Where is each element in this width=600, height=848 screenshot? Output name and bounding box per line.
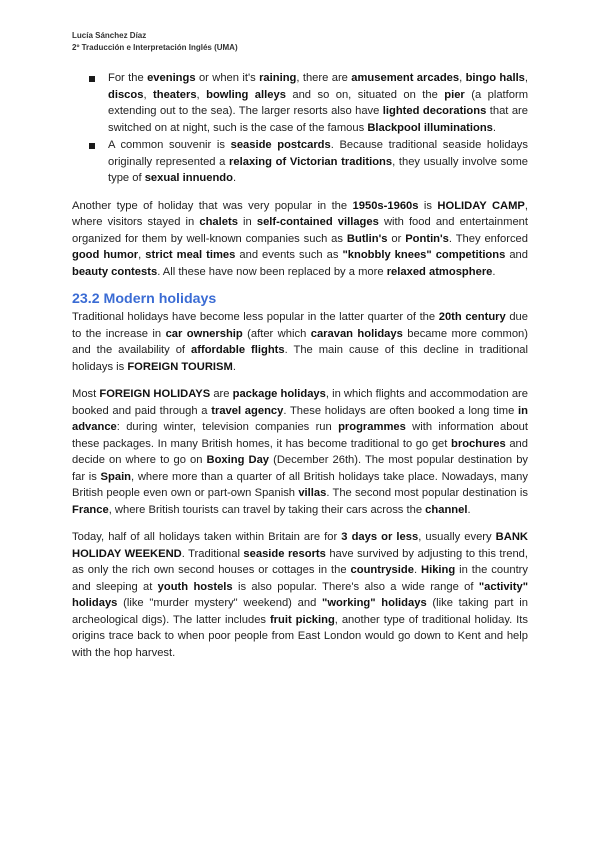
text-run: For the [108,72,148,84]
bold-term: travel agency [211,404,284,417]
bold-term: youth hostels [157,580,233,593]
bold-term: "knobbly knees" competitions [342,249,506,261]
bold-term: brochures [451,437,506,450]
bold-term: evenings [147,72,196,84]
text-run: . All these have now been replaced by a more [157,265,387,278]
text-run: . [492,265,496,278]
bold-term: channel [425,503,468,516]
text-run: in [237,216,257,228]
square-bullet-icon [89,143,95,149]
bold-term: seaside postcards [230,139,331,151]
text-run: and events such as [235,249,343,261]
square-bullet-icon [89,76,95,82]
text-run: , where more than a quarter of all British holidays take place. Nowadays, many British people even own or part-own Spanish [72,470,528,499]
bold-term: "working" holidays [322,597,427,609]
bold-term: France [72,503,109,516]
text-run: (after which [242,327,311,340]
bold-term: countryside [350,564,414,576]
text-run: . They enforced [448,232,529,245]
text-run: became more common) and the availability of [72,327,528,356]
text-run: , [138,249,146,261]
bullet-souvenir [72,137,528,187]
bold-term: Spain [100,470,132,483]
bold-term: bowling alleys [206,88,286,101]
bold-term: amusement arcades [351,72,460,84]
text-run: : during winter, television companies run [116,421,339,433]
text-run: that are switched on at night, such is the case of the famous [108,105,529,134]
text-run: are [210,388,233,400]
text-run: Most [72,388,100,400]
document-body [72,70,528,661]
bold-term: relaxed atmosphere [386,265,493,278]
text-run: with food and entertainment organized for them by well-known companies such as [72,216,528,245]
text-run: (like "murder mystery" weekend) and [117,597,323,609]
text-run: A common souvenir is [108,139,231,151]
section-heading: 23.2 Modern holidays [72,291,217,307]
text-run: have survived by adjusting to this trend, as only the rich own second houses or cottages in the [72,547,528,576]
text-run: and [505,249,528,261]
bullet-evenings [72,70,528,136]
text-run: Today, half of all holidays taken within Britain are for [72,531,342,543]
text-run: . These holidays are often booked a long time [283,404,519,417]
text-run: . [413,564,422,576]
bold-term: 20th century [438,311,506,323]
text-run: . Because traditional seaside holidays originally represented a [108,139,528,168]
text-run: and so on, situated on the [285,88,445,101]
text-run: or [387,232,406,245]
text-run: Traditional holidays have become less popular in the latter quarter of the [72,311,439,323]
bold-term: programmes [338,421,406,433]
text-run: , in which flights and accommodation are booked and paid through a [72,388,528,417]
text-run: . [232,172,237,184]
bold-term: 1950s-1960s [352,199,419,212]
bold-term: BANK HOLIDAY WEEKEND [72,531,528,560]
bold-term: car ownership [165,327,243,340]
bold-term: strict meal times [145,249,236,261]
bold-term: in advance [72,404,528,433]
bold-term: theaters [153,88,197,101]
bold-term: sexual innuendo [144,172,233,184]
bold-term: chalets [199,216,238,228]
text-run: (December 26th). The most popular destination by far is [72,454,529,483]
author-name: Lucía Sánchez Díaz [72,31,147,40]
bold-term: Boxing Day [206,454,270,466]
text-run: (a platform extending out to the sea). The larger resorts also have [108,88,529,117]
paragraph-modern-intro [72,309,528,375]
text-run: is also popular. There's also a wide range of [232,580,479,593]
text-run: , [143,88,154,101]
text-run: , [524,72,529,84]
bold-term: self-contained villages [256,216,379,228]
bold-term: Pontin's [405,232,449,245]
text-run: , [459,72,466,84]
bold-term: Blackpool illuminations [367,121,493,134]
bold-term: FOREIGN HOLIDAYS [99,388,211,400]
bold-term: relaxing of Victorian traditions [229,155,393,168]
bold-term: discos [108,88,144,101]
text-run: . Traditional [181,547,244,560]
bold-term: Butlin's [346,232,388,245]
bold-term: package holidays [232,388,326,400]
text-run: , where visitors stayed in [72,199,529,228]
paragraph-today [72,529,528,661]
course-name: 2º Traducción e Interpretación Inglés (UMA) [72,43,238,52]
bold-term: fruit picking [269,613,335,626]
bullet-text [108,72,528,134]
bullet-list [72,70,528,187]
bold-term: affordable flights [191,344,285,356]
text-run: Another type of holiday that was very popular in the [72,199,353,212]
bold-term: Hiking [421,564,456,576]
text-run: . [492,121,497,134]
bold-term: beauty contests [72,265,158,278]
bullet-text [108,139,528,184]
bold-term: villas [298,487,327,499]
text-run: , [196,88,207,101]
text-run: . The second most popular destination is [326,487,528,499]
text-run: . [232,360,236,373]
bold-term: pier [444,88,465,101]
text-run: and decide on where to go on [72,437,528,466]
bold-term: bingo halls [465,72,525,84]
bold-term: good humor [72,249,139,261]
text-run: . The main cause of this decline in traditional holidays is [72,344,529,373]
bold-term: 3 days or less [341,531,419,543]
bold-term: raining [259,72,297,84]
text-run: , where British tourists can travel by taking their cars across the [108,503,426,516]
text-run: due to the increase in [72,311,528,340]
text-run: , there are [296,72,352,84]
bold-term: "activity" holidays [72,580,528,609]
bold-term: FOREIGN TOURISM [127,360,233,373]
page-header [72,30,238,54]
bold-term: HOLIDAY CAMP [437,199,525,212]
text-run: . [467,503,471,516]
paragraph-holiday-camp [72,198,528,281]
text-run: , another type of traditional holiday. Its origins trace back to when poor people from East London would go down to Kent and help with the hop harvest. [72,613,528,659]
text-run: , they usually involve some type of [108,155,528,184]
text-run: is [418,199,438,212]
text-run: , usually every [418,531,496,543]
text-run: or when it's [195,72,260,84]
text-run: in the country and sleeping at [72,564,528,593]
bold-term: lighted decorations [382,105,487,117]
paragraph-foreign-holidays [72,386,528,518]
bold-term: caravan holidays [310,327,403,340]
text-run: (like taking part in archeological digs). The latter includes [72,597,528,626]
bold-term: seaside resorts [243,547,326,560]
text-run: with information about these packages. In many British homes, it has become traditional to go get [72,421,528,450]
